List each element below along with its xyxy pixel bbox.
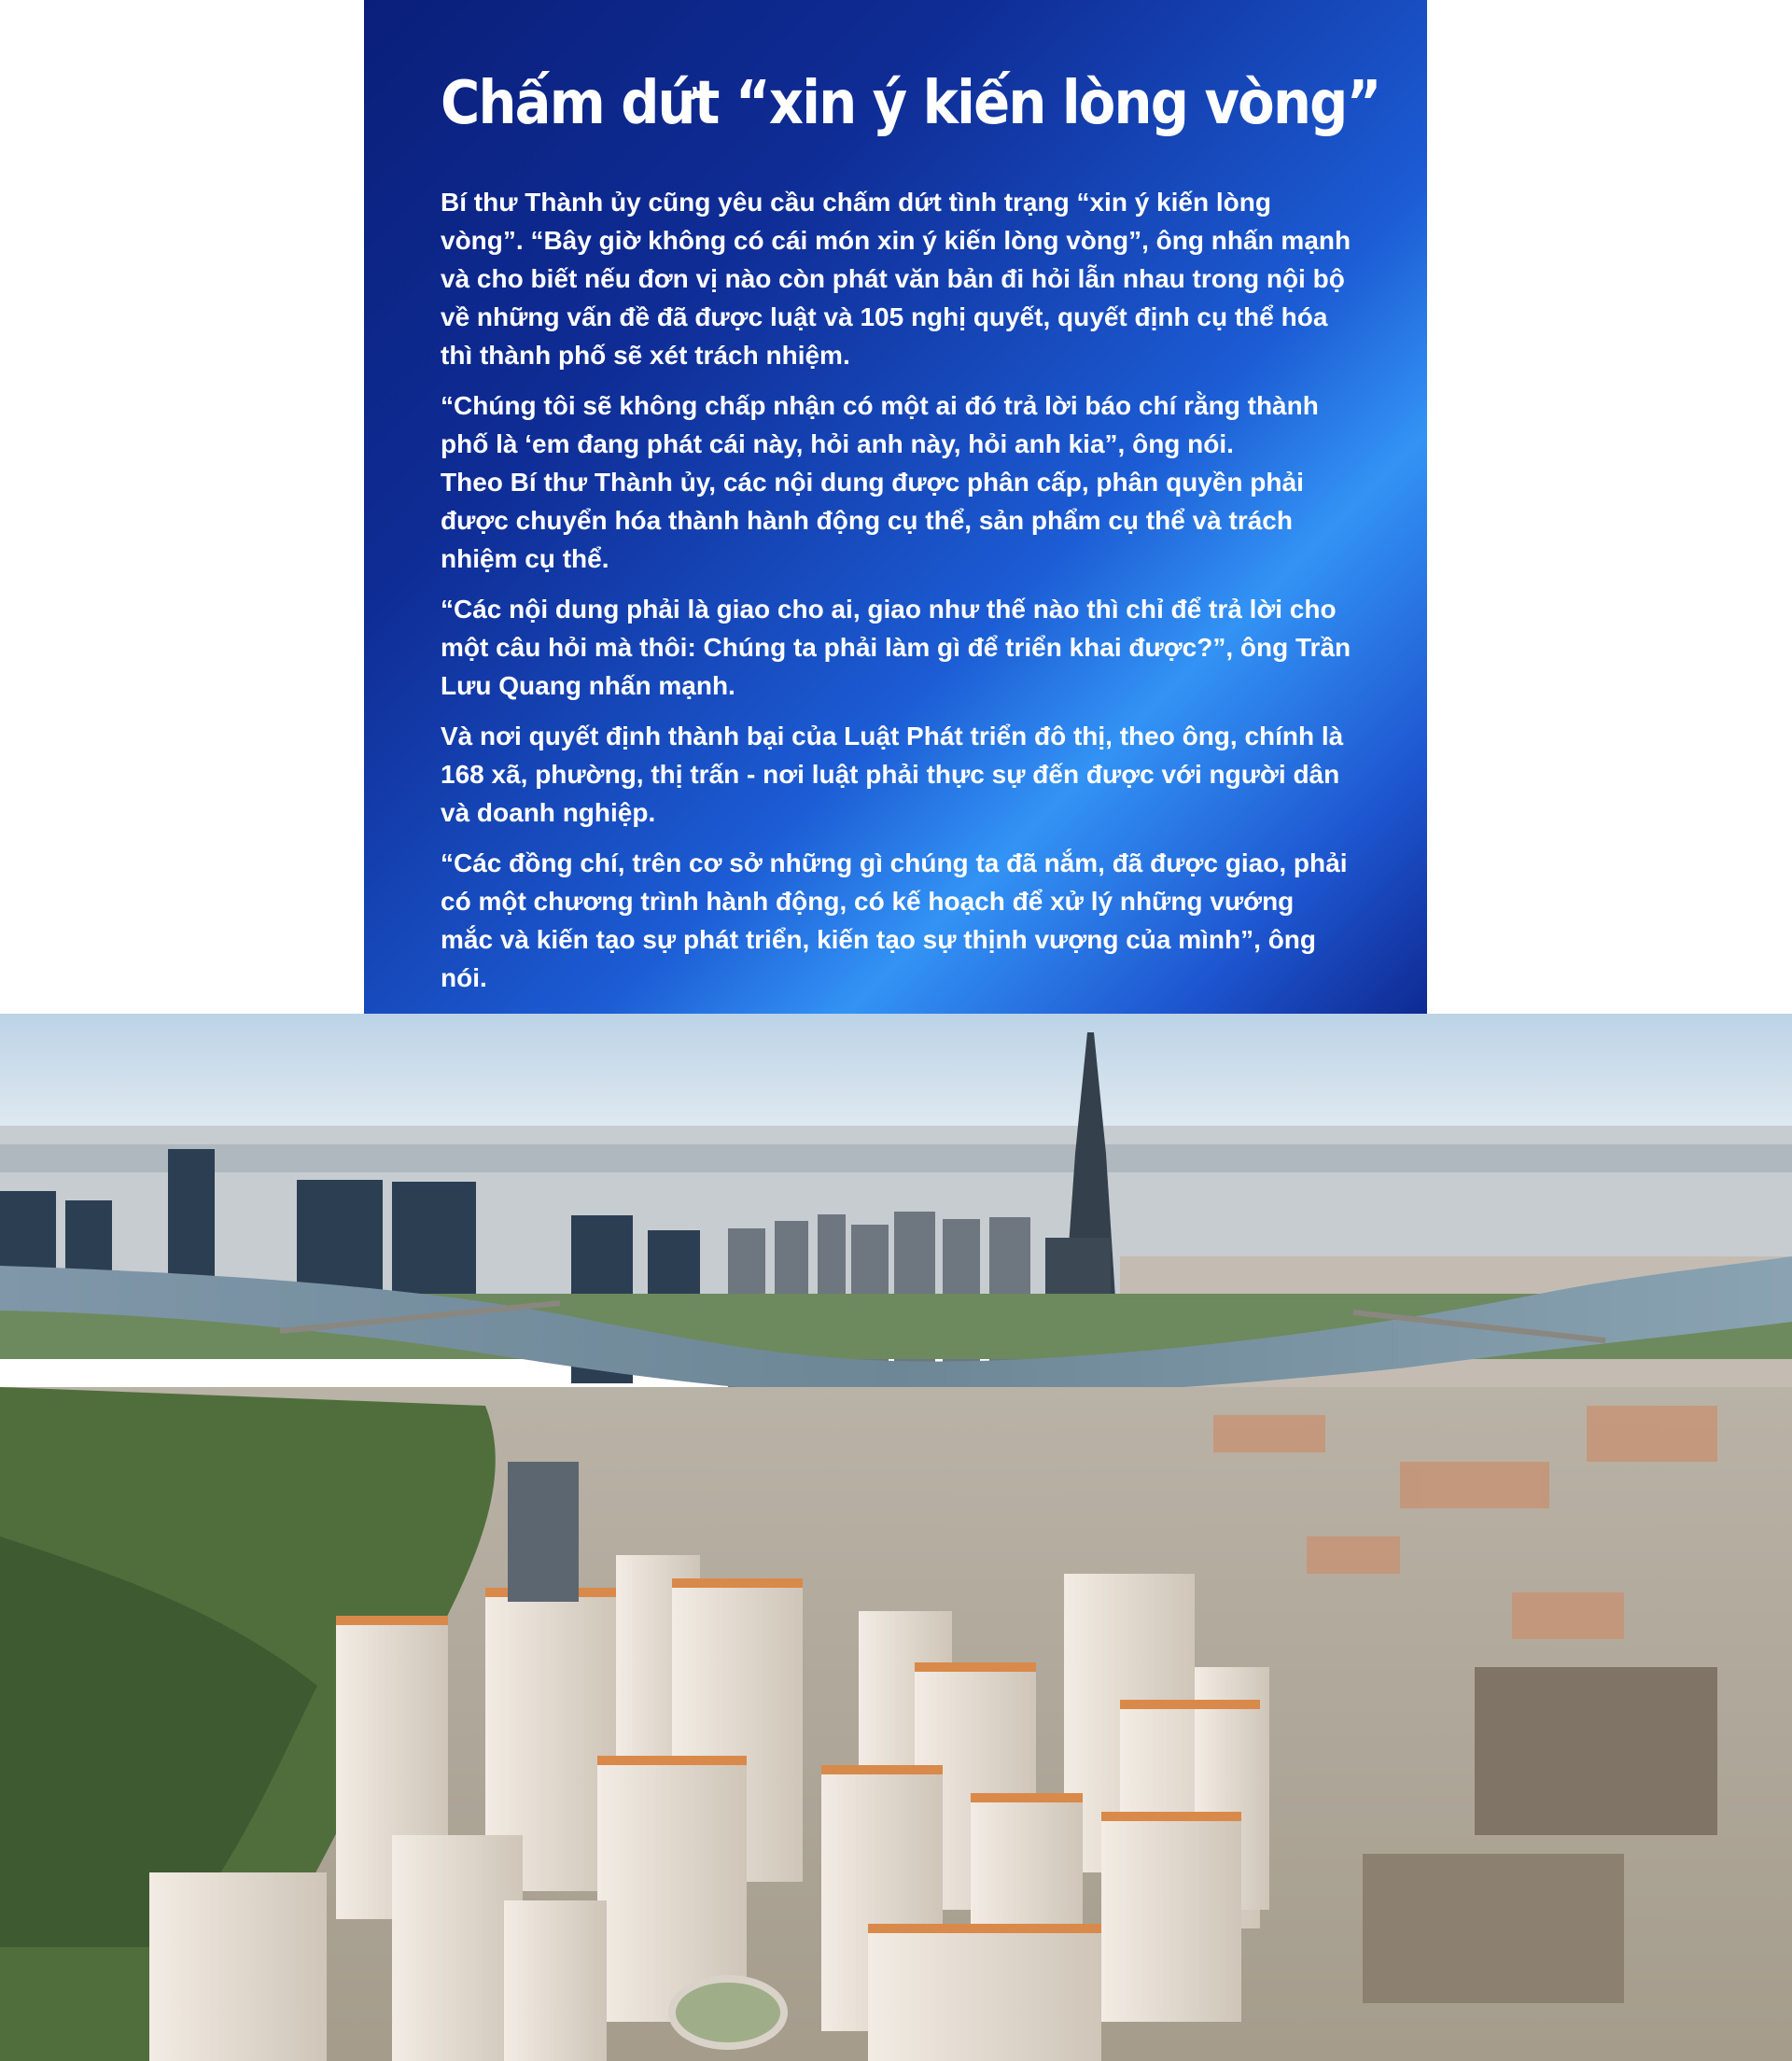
paragraph-6: “Các đồng chí, trên cơ sở những gì chúng ta đã nắm, đã được giao, phải có một chương trình hành động, có kế hoạch để xử lý những vướng mắc và kiến tạo sự phát triển, kiến tạo sự thịnh vượng của mình”, ông nói. <box>441 848 1348 992</box>
article-body <box>441 183 1352 997</box>
paragraph-5: Và nơi quyết định thành bại của Luật Phát triển đô thị, theo ông, chính là 168 xã, phường, thị trấn - nơi luật phải thực sự đến được với người dân và doanh nghiệp. <box>441 722 1344 827</box>
headline: Chấm dứt “xin ý kiến lòng vòng” <box>441 69 1380 138</box>
city-aerial-photo <box>0 1014 1792 2061</box>
article-card <box>364 0 1427 1014</box>
paragraph-2: “Chúng tôi sẽ không chấp nhận có một ai đó trả lời báo chí rằng thành phố là ‘em đang phát cái này, hỏi anh này, hỏi anh kia”, ông nói. <box>441 391 1319 458</box>
paragraph-1: Bí thư Thành ủy cũng yêu cầu chấm dứt tình trạng “xin ý kiến lòng vòng”. “Bây giờ không có cái món xin ý kiến lòng vòng”, ông nhấn mạnh và cho biết nếu đơn vị nào còn phát văn bản đi hỏi lẫn nhau trong nội bộ về những vấn đề đã được luật và 105 nghị quyết, quyết định cụ thể hóa thì thành phố sẽ xét trách nhiệm. <box>441 188 1351 370</box>
paragraph-4: “Các nội dung phải là giao cho ai, giao như thế nào thì chỉ để trả lời cho một câu hỏi mà thôi: Chúng ta phải làm gì để triển khai được?”, ông Trần Lưu Quang nhấn mạnh. <box>441 595 1351 700</box>
paragraph-3: Theo Bí thư Thành ủy, các nội dung được phân cấp, phân quyền phải được chuyển hóa thành hành động cụ thể, sản phẩm cụ thể và trách nhiệm cụ thể. <box>441 468 1304 573</box>
